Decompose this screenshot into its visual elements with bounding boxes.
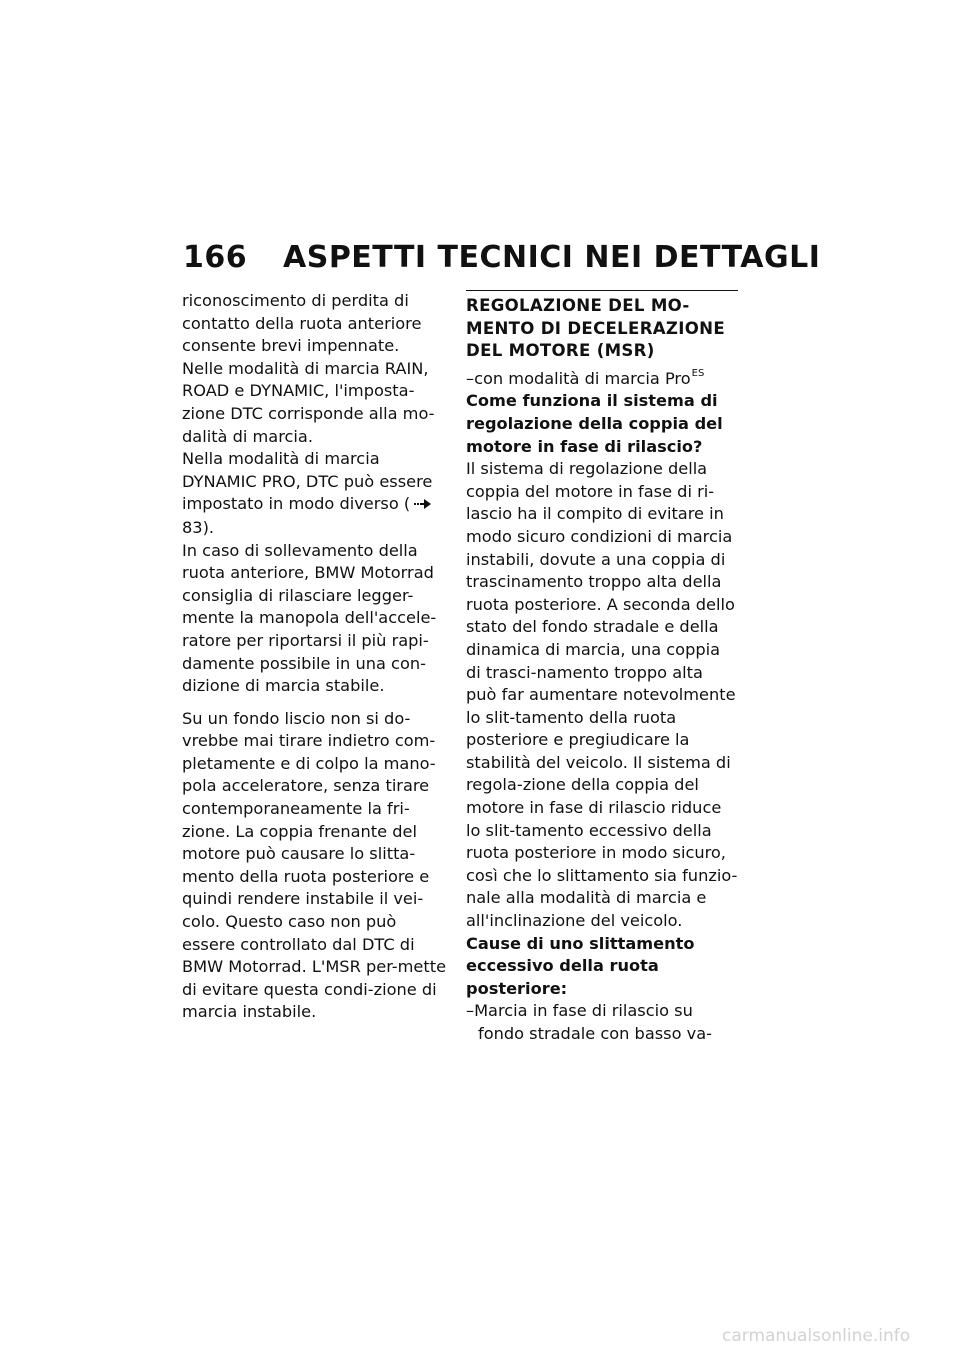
subtitle-superscript: ES bbox=[691, 367, 705, 379]
paragraph: Il sistema di regolazione della coppia del motore in fase di ri-lascio ha il compito di evitare in modo sicuro condizioni di marcia instabili, dovute a una coppia di trascinamento troppo alta della ruota posteriore. A seconda dello stato del fondo stradale e della dinamica di marcia, una coppia di trasci-namento troppo alta può far aumentare notevolmente lo slit-tamento della ruota posteriore e pregiudicare la stabilità del veicolo. Il sistema di regola-zione della coppia del motore in fase di rilascio riduce lo slit-tamento eccessivo della ruota posteriore in modo sicuro, così che lo slittamento sia funzio-nale alla modalità di marcia e all'inclinazione del veicolo. bbox=[466, 459, 738, 931]
paragraph: riconoscimento di perdita di contatto della ruota anteriore consente brevi impennate. bbox=[182, 291, 422, 356]
paragraph-text: Nella modalità di marcia DYNAMIC PRO, DTC può essere impostato in modo diverso bbox=[182, 449, 433, 514]
left-column bbox=[182, 290, 452, 1024]
paragraph: In caso di sollevamento della ruota anteriore, BMW Motorrad consiglia di rilasciare legger-mente la manopola dell'accele-ratore per riportarsi il più rapi-damente possibile in una con-dizione di marcia stabile. bbox=[182, 540, 437, 696]
section-subtitle bbox=[466, 363, 738, 391]
reference-page: 83). bbox=[182, 517, 215, 537]
page-reference-arrow-icon bbox=[414, 494, 432, 517]
page-title: ASPETTI TECNICI NEI DETTAGLI bbox=[283, 240, 821, 275]
section-rule bbox=[466, 290, 738, 291]
right-column bbox=[466, 290, 738, 1046]
watermark-logo: carmanualsonline.info bbox=[722, 1326, 911, 1346]
causes-heading: Cause di uno slittamento eccessivo della ruota posteriore: bbox=[466, 933, 695, 998]
page-number: 166 bbox=[183, 240, 248, 275]
section-title: REGOLAZIONE DEL MO-MENTO DI DECELERAZIONE DEL MOTORE (MSR) bbox=[466, 296, 725, 361]
paragraph: Nelle modalità di marcia RAIN, ROAD e DYNAMIC, l'imposta-zione DTC corrisponde alla mo-dalità di marcia. bbox=[182, 358, 435, 446]
paragraph: Su un fondo liscio non si do-vrebbe mai tirare indietro com-pletamente e di colpo la mano-pola acceleratore, senza tirare contemporaneamente la fri-zione. La coppia frenante del motore può causare lo slitta-mento della ruota posteriore e quindi rendere instabile il vei-colo. Questo caso non può essere controllato dal DTC di BMW Motorrad. L'MSR per-mette di evitare questa condi-zione di marcia instabile. bbox=[182, 708, 447, 1022]
question-heading: Come funziona il sistema di regolazione della coppia del motore in fase di rilascio? bbox=[466, 391, 723, 456]
page-header bbox=[183, 240, 820, 275]
subtitle-text: –con modalità di marcia Pro bbox=[466, 368, 691, 388]
paragraph bbox=[182, 448, 452, 539]
reference-open-paren: ( bbox=[403, 494, 411, 514]
list-item: –Marcia in fase di rilascio su fondo stradale con basso va- bbox=[466, 1001, 712, 1043]
